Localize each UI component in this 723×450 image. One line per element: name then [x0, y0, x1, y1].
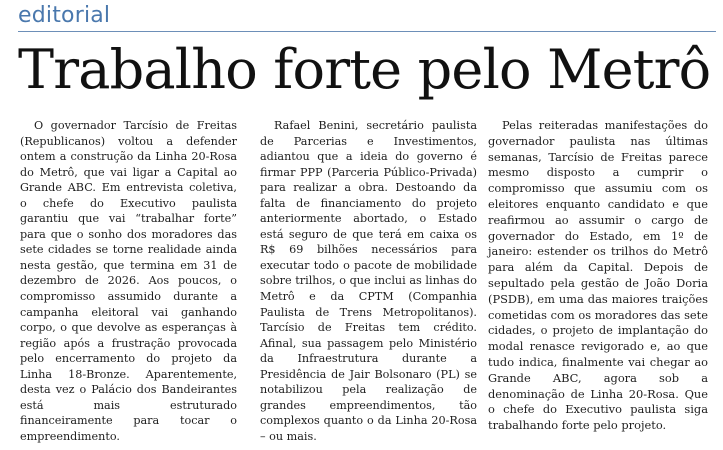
headline: Trabalho forte pelo Metrô	[18, 38, 711, 101]
article-column-2	[260, 118, 477, 444]
article-column-3	[488, 118, 708, 434]
column-2-paragraph: Rafael Benini, secretário paulista de Parcerias e Investimentos, adiantou que a ideia do governo é firmar PPP (Parceria Público-Privada) para realizar a obra. Destoando da falta de financiamento do projeto anteriormente abortado, o Estado está seguro de que terá em caixa os R$ 69 bilhões necessários para executar todo o pacote de mobilidade sobre trilhos, o que inclui as linhas do Metrô e da CPTM (Companhia Paulista de Trens Metropolitanos). Tarcísio de Freitas tem crédito. Afinal, sua passagem pelo Ministério da Infraestrutura durante a Presidência de Jair Bolsonaro (PL) se notabilizou pela realização de grandes empreendimentos, tão complexos quanto o da Linha 20-Rosa – ou mais.	[260, 119, 477, 443]
section-divider	[18, 31, 716, 32]
column-3-paragraph: Pelas reiteradas manifestações do governador paulista nas últimas semanas, Tarcísio de Freitas parece mesmo disposto a cumprir o compromisso que assumiu com os eleitores enquanto candidato e que reafirmou ao assumir o cargo de governador do Estado, em 1º de janeiro: estender os trilhos do Metrô para além da Capital. Depois de sepultado pela gestão de João Doria (PSDB), em uma das maiores traições cometidas com os moradores das sete cidades, o projeto de implantação do modal renasce revigorado e, ao que tudo indica, finalmente vai chegar ao Grande ABC, agora sob a denominação de Linha 20-Rosa. Que o chefe do Executivo paulista siga trabalhando forte pelo projeto.	[488, 118, 708, 433]
column-1-paragraph: O governador Tarcísio de Freitas (Republicanos) voltou a defender ontem a construção da Linha 20-Rosa do Metrô, que vai ligar a Capital ao Grande ABC. Em entrevista coletiva, o chefe do Executivo paulista garantiu que vai “trabalhar forte” para que o sonho dos moradores das sete cidades se torne realidade ainda nesta gestão, que termina em 31 de dezembro de 2026. Aos poucos, o compromisso assumido durante a campanha eleitoral vai ganhando corpo, o que devolve as esperanças à região após a frustração provocada pelo encerramento do projeto da Linha 18-Bronze. Aparentemente, desta vez o Palácio dos Bandeirantes está mais estruturado financeiramente para tocar o empreendimento.	[20, 119, 237, 443]
section-label: editorial	[18, 3, 111, 28]
article-column-1	[20, 118, 237, 444]
